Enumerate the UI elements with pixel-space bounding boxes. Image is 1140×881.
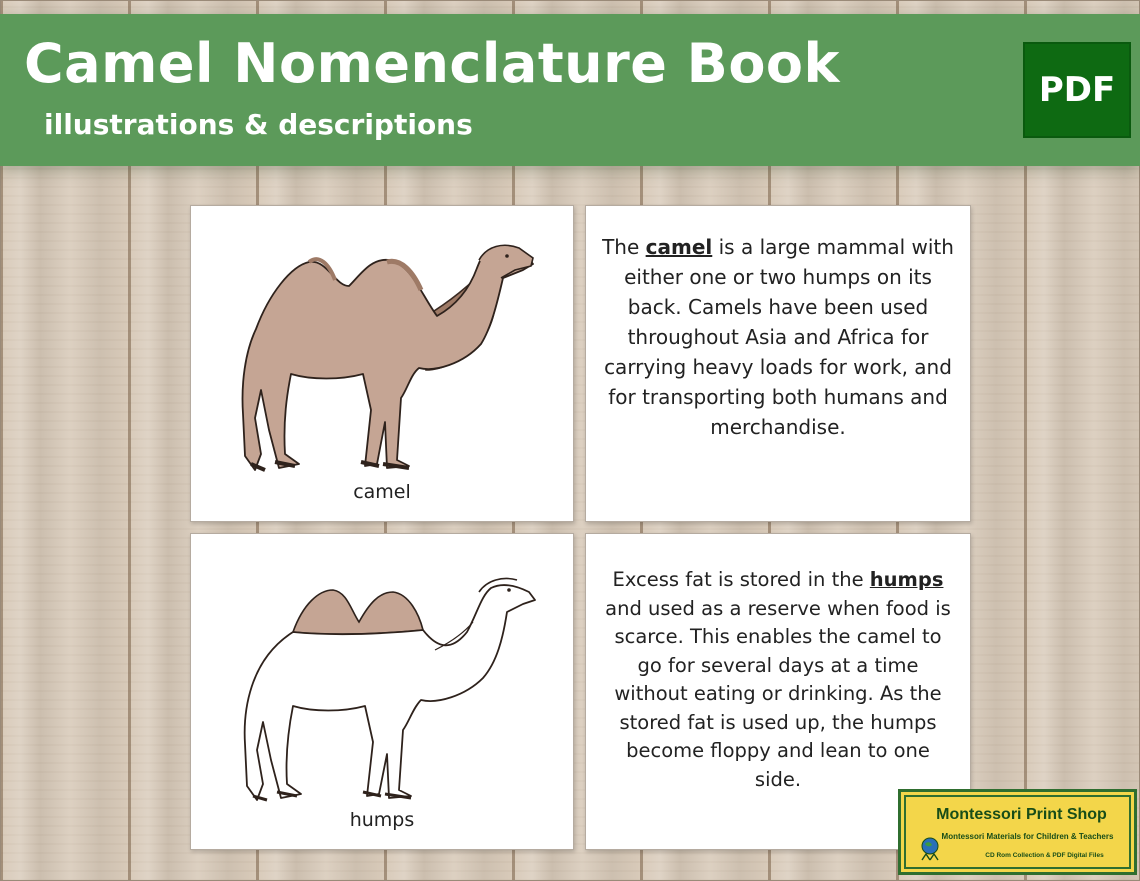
desc-text-part: Excess fat is stored in the [612, 568, 870, 591]
keyword-camel: camel [645, 235, 713, 259]
description-text [600, 232, 956, 442]
camel-humps-highlight-illustration [211, 552, 555, 802]
keyword-humps: humps [869, 568, 944, 591]
logo-subtitle: Montessori Materials for Children & Teachers [941, 832, 1114, 841]
pdf-badge: PDF [1023, 42, 1131, 138]
humps-picture-card [190, 533, 574, 850]
camel-picture-card [190, 205, 574, 522]
page-title: Camel Nomenclature Book [24, 32, 840, 95]
description-text [600, 566, 956, 794]
desc-text-part: The [602, 235, 646, 259]
card-caption: camel [353, 481, 411, 503]
logo-footer: CD Rom Collection & PDF Digital Files [985, 852, 1104, 859]
title-banner [0, 14, 1140, 166]
logo-title: Montessori Print Shop [936, 806, 1107, 823]
desc-text-part: and used as a reserve when food is scarce. This enables the camel to go for several days at a time without eating or drinking. As the stored fat is used up, the humps become floppy and lean to one side. [605, 596, 951, 791]
page-subtitle: illustrations & descriptions [44, 108, 473, 141]
camel-colored-illustration [211, 224, 555, 474]
card-caption: humps [349, 809, 415, 831]
desc-text-part: is a large mammal with either one or two humps on its back. Camels have been used throughout Asia and Africa for carrying heavy loads for work, and for transporting both humans and merchandise. [604, 235, 954, 439]
montessori-print-shop-logo [898, 789, 1137, 875]
camel-description-card [585, 205, 971, 522]
